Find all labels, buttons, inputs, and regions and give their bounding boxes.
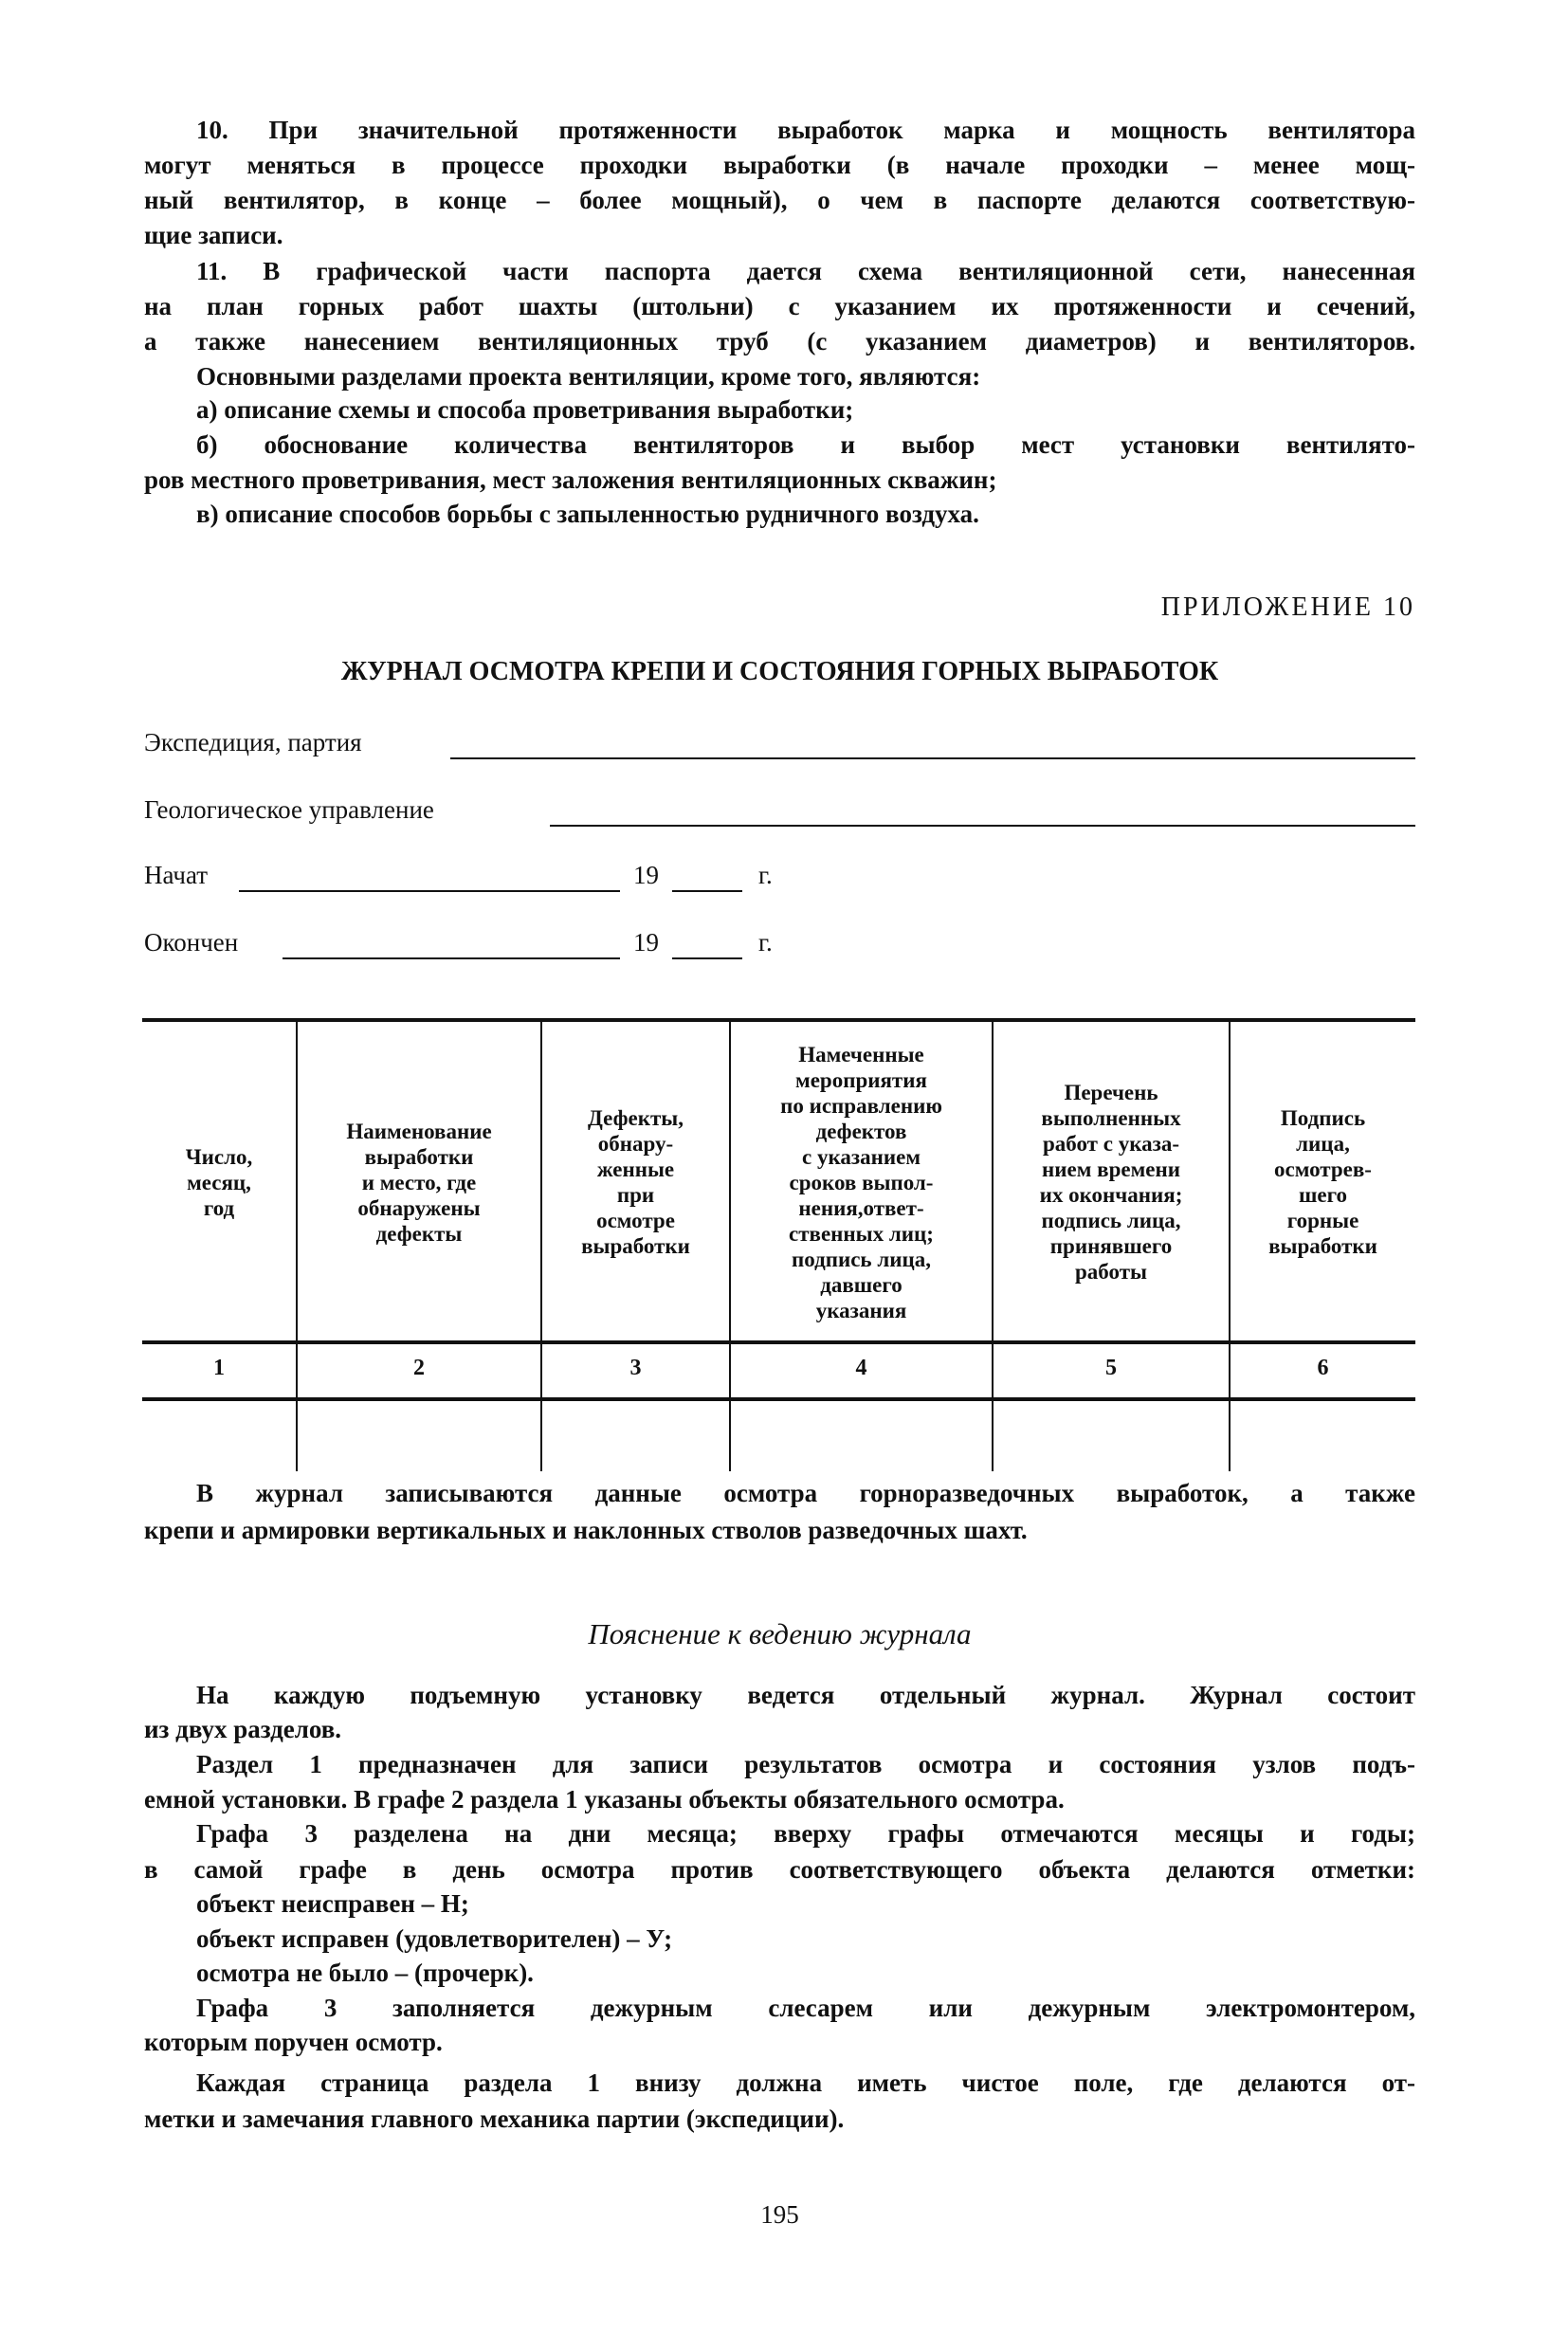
- header-line: дефектов: [815, 1119, 907, 1143]
- ended-year-prefix: 19: [633, 928, 659, 957]
- text-line: б) обоснование количества вентиляторов и выбор мест установки вентилято-: [196, 430, 1415, 459]
- table-number-rule: [142, 1397, 1415, 1401]
- header-line: работ с указа-: [1043, 1132, 1179, 1156]
- text-line: объект исправен (удовлетворителен) – У;: [196, 1924, 673, 1953]
- column-header-completed-work: [994, 1024, 1229, 1340]
- text-line: Основными разделами проекта вентиляции, кроме того, являются:: [196, 362, 981, 391]
- text-line: на план горных работ шахты (штольни) с указанием их протяженности и сечений,: [144, 292, 1415, 320]
- header-line: выработки: [364, 1144, 474, 1169]
- column-number: 5: [1105, 1356, 1117, 1380]
- header-line: Число,: [185, 1144, 253, 1169]
- text-line: ный вентилятор, в конце – более мощный), о чем в паспорте делаются соответствую-: [144, 186, 1415, 214]
- text-line: метки и замечания главного механика партии (экспедиции).: [144, 2105, 845, 2133]
- text-line: в) описание способов борьбы с запыленностью рудничного воздуха.: [196, 500, 979, 528]
- geology-field[interactable]: [550, 825, 1415, 827]
- column-number: 6: [1317, 1356, 1329, 1380]
- header-line: по исправлению: [780, 1093, 942, 1118]
- header-line: шего: [1299, 1183, 1347, 1207]
- text-line: которым поручен осмотр.: [144, 2028, 443, 2056]
- geology-label: Геологическое управление: [144, 795, 434, 824]
- header-line: дефекты: [375, 1221, 463, 1246]
- header-line: указания: [815, 1298, 907, 1322]
- header-line: давшего: [820, 1272, 903, 1297]
- header-line: год: [203, 1195, 235, 1220]
- header-line: их окончания;: [1039, 1183, 1183, 1207]
- text-line: в самой графе в день осмотра против соответствующего объекта делаются отметки:: [144, 1855, 1415, 1884]
- text-line: а) описание схемы и способа проветривания выработки;: [196, 395, 854, 424]
- column-header-working: [298, 1024, 540, 1340]
- ended-label: Окончен: [144, 928, 239, 957]
- header-line: обнаружены: [357, 1195, 481, 1220]
- started-date-field[interactable]: [239, 890, 620, 892]
- ended-date-field[interactable]: [283, 957, 620, 959]
- column-number: 4: [855, 1356, 867, 1380]
- appendix-label: ПРИЛОЖЕНИЕ 10: [1160, 592, 1415, 622]
- header-line: Дефекты,: [588, 1106, 684, 1130]
- text-line: а также нанесением вентиляционных труб (с указанием диаметров) и вентиляторов.: [144, 327, 1415, 355]
- started-year-prefix: 19: [633, 861, 659, 889]
- column-header-measures: [731, 1024, 992, 1340]
- header-line: Подпись: [1280, 1106, 1366, 1130]
- text-line: Каждая страница раздела 1 внизу должна иметь чистое поле, где делаются от-: [196, 2069, 1415, 2097]
- header-line: и место, где: [361, 1170, 477, 1194]
- header-line: мероприятия: [795, 1067, 927, 1092]
- text-line: 11. В графической части паспорта дается схема вентиляционной сети, нанесенная: [196, 257, 1415, 285]
- header-line: женные: [596, 1157, 675, 1181]
- expedition-field[interactable]: [450, 757, 1415, 759]
- page-number: 195: [760, 2200, 799, 2229]
- text-line: емной установки. В графе 2 раздела 1 указаны объекты обязательного осмотра.: [144, 1785, 1065, 1813]
- text-line: На каждую подъемную установку ведется отдельный журнал. Журнал состоит: [196, 1681, 1415, 1709]
- header-line: осмотрев-: [1274, 1157, 1372, 1181]
- header-line: с указанием: [802, 1144, 921, 1169]
- text-line: осмотра не было – (прочерк).: [196, 1959, 534, 1987]
- header-line: месяц,: [187, 1170, 251, 1194]
- ended-year-suffix: г.: [758, 928, 773, 957]
- header-line: обнару-: [597, 1132, 674, 1156]
- started-year-suffix: г.: [758, 861, 773, 889]
- header-line: выработки: [581, 1234, 690, 1258]
- header-line: сроков выпол-: [789, 1170, 934, 1194]
- header-line: работы: [1075, 1260, 1147, 1284]
- journal-title: ЖУРНАЛ ОСМОТРА КРЕПИ И СОСТОЯНИЯ ГОРНЫХ ВЫРАБОТОК: [340, 657, 1219, 686]
- text-line: Раздел 1 предназначен для записи результатов осмотра и состояния узлов подъ-: [196, 1750, 1415, 1778]
- text-line: ров местного проветривания, мест заложения вентиляционных скважин;: [144, 465, 997, 494]
- header-line: принявшего: [1049, 1234, 1173, 1258]
- column-number: 2: [413, 1356, 425, 1380]
- header-line: Наименование: [346, 1119, 492, 1143]
- header-line: Намеченные: [798, 1042, 924, 1066]
- header-line: подпись лица,: [1041, 1209, 1181, 1232]
- column-header-defects: [542, 1024, 729, 1340]
- text-line: могут меняться в процессе проходки выработки (в начале проходки – менее мощ-: [144, 151, 1415, 179]
- header-line: Перечень: [1064, 1081, 1158, 1104]
- text-line: В журнал записываются данные осмотра горноразведочных выработок, а также: [196, 1479, 1415, 1507]
- column-header-date: [142, 1024, 296, 1340]
- table-header-rule: [142, 1340, 1415, 1344]
- header-line: горные: [1286, 1209, 1359, 1232]
- header-line: нием времени: [1042, 1157, 1180, 1181]
- table-top-rule: [142, 1018, 1415, 1022]
- started-label: Начат: [144, 861, 209, 889]
- explanation-title: Пояснение к ведению журнала: [588, 1617, 972, 1650]
- text-line: крепи и армировки вертикальных и наклонных стволов разведочных шахт.: [144, 1516, 1028, 1544]
- text-line: щие записи.: [144, 221, 283, 249]
- header-line: нения,ответ-: [798, 1195, 924, 1220]
- header-line: выполненных: [1041, 1106, 1181, 1130]
- header-line: подпись лица,: [791, 1247, 931, 1271]
- text-line: объект неисправен – Н;: [196, 1889, 469, 1918]
- column-number: 1: [213, 1356, 225, 1380]
- text-line: Графа 3 разделена на дни месяца; вверху графы отмечаются месяцы и годы;: [196, 1819, 1415, 1848]
- header-line: ственных лиц;: [789, 1221, 934, 1246]
- ended-year-field[interactable]: [672, 957, 742, 959]
- text-line: Графа 3 заполняется дежурным слесарем или дежурным электромонтером,: [196, 1994, 1415, 2022]
- column-number: 3: [629, 1356, 642, 1380]
- header-line: осмотре: [596, 1209, 675, 1232]
- text-line: 10. При значительной протяженности выработок марка и мощность вентилятора: [196, 116, 1415, 144]
- text-line: из двух разделов.: [144, 1715, 342, 1743]
- expedition-label: Экспедиция, партия: [144, 728, 362, 756]
- header-line: выработки: [1268, 1234, 1377, 1258]
- column-header-signature: [1231, 1024, 1415, 1340]
- started-year-field[interactable]: [672, 890, 742, 892]
- header-line: при: [616, 1183, 655, 1207]
- header-line: лица,: [1296, 1132, 1350, 1156]
